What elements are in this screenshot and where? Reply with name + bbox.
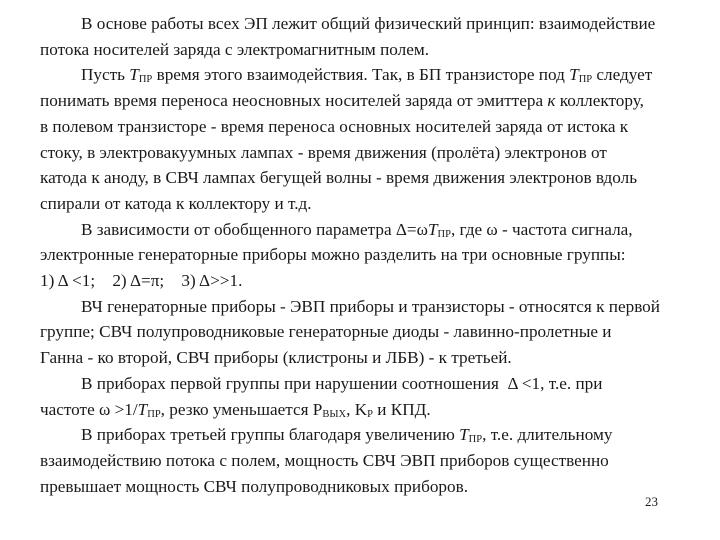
text-fragment: группе; СВЧ полупроводниковые генераторные диоды - лавинно-пролетные и — [40, 322, 612, 342]
text-line — [40, 319, 690, 345]
text-fragment: коллектору, — [555, 91, 644, 111]
text-fragment: в полевом транзисторе - время переноса основных носителей заряда от истока к — [40, 116, 629, 136]
text-line — [40, 140, 690, 166]
text-fragment: взаимодействию потока с полем, мощность СВЧ ЭВП приборов существенно — [40, 450, 609, 470]
text-fragment: понимать время переноса неосновных носителей заряда от эмиттера — [40, 91, 548, 111]
body-text — [40, 11, 690, 499]
text-fragment: электронные генераторные приборы можно разделить на три основные группы: — [40, 245, 626, 265]
text-line — [40, 371, 690, 397]
text-fragment: и КПД. — [372, 399, 431, 419]
symbol-t: T — [129, 65, 139, 85]
text-fragment: потока носителей заряда с электромагнитным полем. — [40, 39, 430, 59]
text-line — [40, 62, 690, 88]
text-line — [40, 191, 690, 217]
text-fragment: В основе работы всех ЭП лежит общий физический принцип: взаимодействие — [81, 14, 656, 33]
symbol-t: T — [137, 399, 148, 419]
subscript: ПР — [138, 74, 153, 86]
text-line — [40, 11, 690, 37]
text-line — [40, 345, 690, 371]
italic-word: к — [547, 91, 556, 111]
text-fragment: 1) Δ <1; 2) Δ=π; 3) Δ>>1. — [40, 271, 243, 291]
text-line — [40, 397, 690, 423]
text-fragment: частоте ω >1/ — [40, 399, 138, 419]
text-line — [40, 88, 690, 114]
text-line — [40, 165, 690, 191]
symbol-t: T — [459, 425, 469, 445]
text-line — [40, 114, 690, 140]
subscript: ВЫХ — [322, 408, 347, 420]
text-fragment: В зависимости от обобщенного параметра Δ=ω — [81, 219, 428, 239]
subscript: ПР — [437, 228, 451, 240]
subscript: ПР — [578, 74, 593, 86]
text-line — [40, 242, 690, 268]
text-fragment: Ганна - ко второй, СВЧ приборы (клистроны и ЛБВ) - к третьей. — [40, 348, 512, 368]
text-fragment: , т.е. длительному — [482, 425, 613, 445]
text-fragment: катода к аноду, в СВЧ лампах бегущей волны - время движения электронов вдоль — [40, 168, 638, 188]
symbol-t: T — [427, 219, 438, 239]
text-line — [40, 422, 690, 448]
text-line — [40, 294, 690, 320]
subscript: ПР — [468, 434, 483, 446]
text-line — [40, 448, 690, 474]
subscript: ПР — [147, 408, 161, 420]
text-line — [40, 268, 690, 294]
text-fragment: следует — [592, 65, 653, 85]
text-fragment: , где ω - частота сигнала, — [450, 219, 633, 239]
page-number: 23 — [645, 494, 658, 509]
text-fragment: , K — [346, 399, 368, 419]
text-fragment: Пусть — [81, 65, 130, 85]
text-line — [40, 474, 690, 500]
symbol-t: T — [569, 65, 579, 85]
text-fragment: превышает мощность СВЧ полупроводниковых приборов. — [40, 476, 469, 496]
text-fragment: время этого взаимодействия. Так, в БП транзисторе под — [152, 65, 570, 85]
text-fragment: , резко уменьшается P — [160, 399, 323, 419]
text-fragment: спирали от катода к коллектору и т.д. — [40, 193, 312, 213]
text-fragment: В приборах третьей группы благодаря увеличению — [81, 425, 460, 445]
text-fragment: стоку, в электровакуумных лампах - время движения (пролёта) электронов от — [40, 142, 607, 162]
text-line — [40, 217, 690, 243]
text-line — [40, 37, 690, 63]
text-fragment: В приборах первой группы при нарушении соотношения Δ <1, т.е. при — [81, 373, 603, 393]
subscript: P — [367, 408, 373, 420]
text-fragment: ВЧ генераторные приборы - ЭВП приборы и транзисторы - относятся к первой — [81, 296, 660, 316]
